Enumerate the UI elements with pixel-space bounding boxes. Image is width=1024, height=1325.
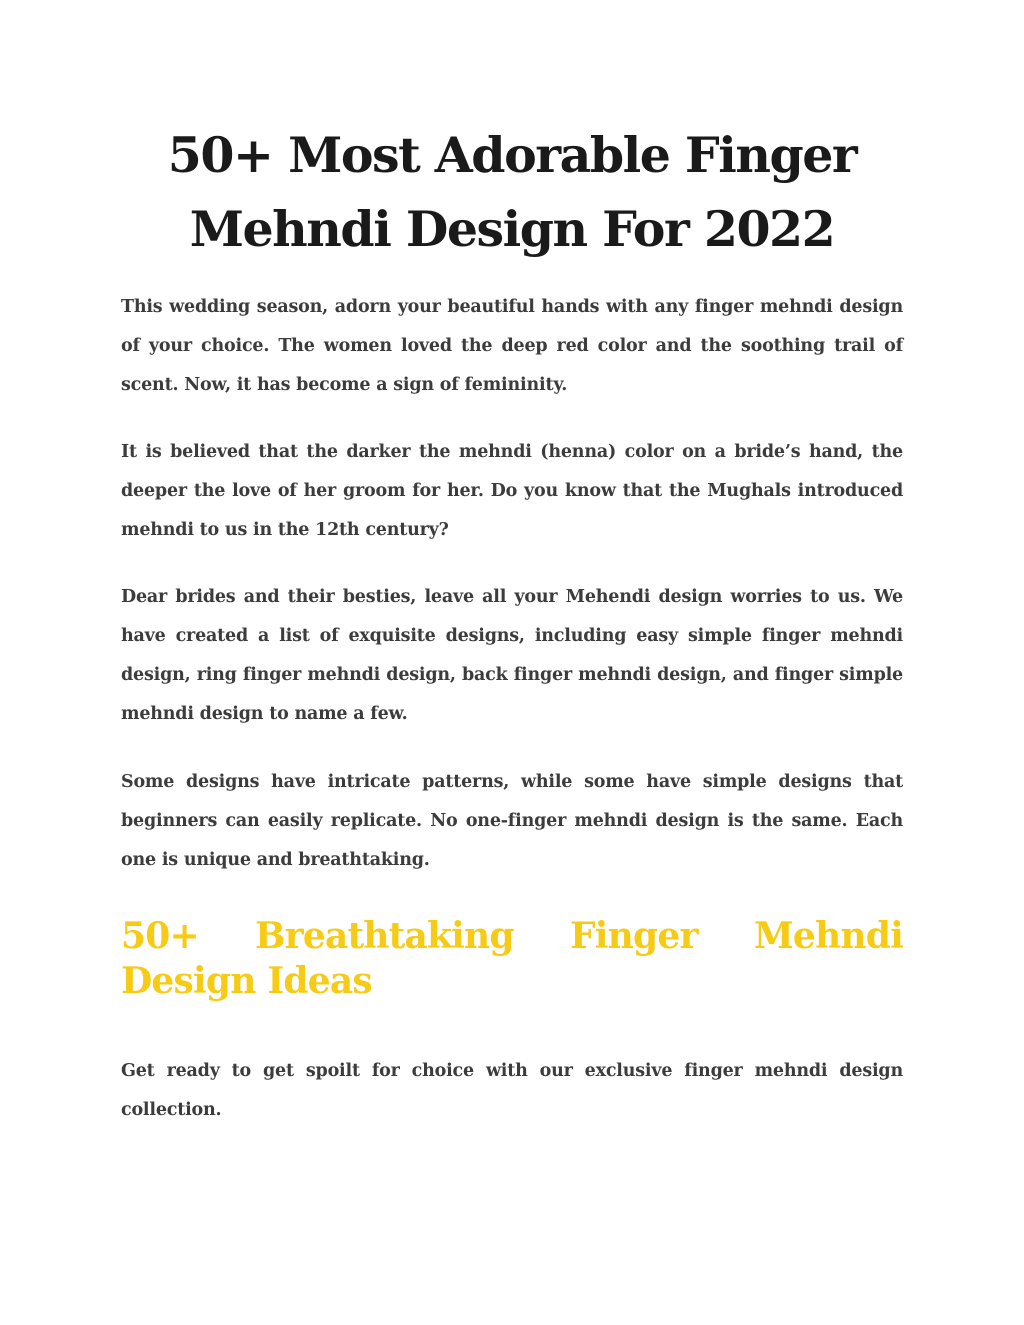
page-title: 50+ Most Adorable Finger Mehndi Design For 2022 bbox=[167, 126, 857, 258]
intro-paragraph-1: This wedding season, adorn your beautiful hands with any finger mehndi design of your choice. The women loved the deep red color and the soothing trail of scent. Now, it has become a sign of femininity. bbox=[121, 297, 903, 395]
intro-paragraph-4: Some designs have intricate patterns, while some have simple designs that beginners can easily replicate. No one-finger mehndi design is the same. Each one is unique and breathtaking. bbox=[121, 772, 903, 870]
section-heading: 50+ Breathtaking Finger Mehndi Design Ideas bbox=[121, 915, 903, 1002]
section-paragraph: Get ready to get spoilt for choice with our exclusive finger mehndi design collection. bbox=[121, 1061, 903, 1120]
intro-paragraph-3: Dear brides and their besties, leave all your Mehendi design worries to us. We have created a list of exquisite designs, including easy simple finger mehndi design, ring finger mehndi design, back finger mehndi design, and finger simple mehndi design to name a few. bbox=[121, 587, 903, 724]
intro-paragraph-2: It is believed that the darker the mehndi (henna) color on a bride’s hand, the deeper the love of her groom for her. Do you know that the Mughals introduced mehndi to us in the 12th century? bbox=[121, 442, 903, 540]
